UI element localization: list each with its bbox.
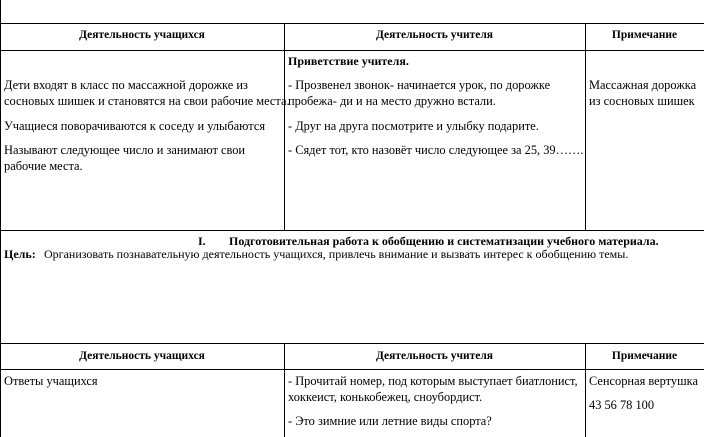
students-text-line: рабочие места.: [4, 159, 83, 173]
rule: [0, 0, 1, 437]
rule: [0, 50, 704, 51]
header-note: Примечание: [611, 29, 678, 41]
header-students-activity: Деятельность учащихся: [79, 350, 205, 362]
section-title: Подготовительная работа к обобщению и систематизации учебного материала.: [229, 234, 659, 248]
teacher-text-line: хоккеист, конькобежец, сноубордист.: [288, 390, 483, 404]
students-text-line: сосновых шишек и становятся на свои рабочие места.: [4, 94, 290, 108]
rule: [0, 23, 704, 24]
teacher-text-line: пробежа- ди и на место дружно встали.: [288, 94, 496, 108]
header-teacher-activity: Деятельность учителя: [375, 350, 494, 362]
header-teacher-activity: Деятельность учителя: [375, 29, 494, 41]
teacher-text-line: - Сядет тот, кто назовёт число следующее за 25, 39…….: [288, 143, 584, 157]
note-text-line: Сенсорная вертушка: [589, 374, 698, 388]
note-text-line: из сосновых шишек: [589, 94, 695, 108]
students-text-line: Называют следующее число и занимают свои: [4, 143, 246, 157]
rule: [284, 23, 285, 230]
rule: [0, 343, 704, 344]
goal-text: Организовать познавательную деятельность учащихся, привлечь внимание и вызвать интерес к обобщению темы.: [44, 247, 629, 261]
teacher-text-line: - Это зимние или летние виды спорта?: [288, 414, 492, 428]
teacher-text-line: - Друг на друга посмотрите и улыбку подарите.: [288, 119, 539, 133]
students-text-line: Дети входят в класс по массажной дорожке из: [4, 78, 248, 92]
rule: [0, 369, 704, 370]
section-number: I.: [198, 234, 206, 248]
note-text-line: Массажная дорожка: [589, 78, 697, 92]
teacher-text-line: - Прозвенел звонок- начинается урок, по дорожке: [288, 78, 551, 92]
header-students-activity: Деятельность учащихся: [79, 29, 205, 41]
teacher-greeting-title: Приветствие учителя.: [288, 54, 409, 68]
students-answers: Ответы учащихся: [4, 374, 98, 388]
note-numbers: 43 56 78 100: [589, 398, 655, 412]
students-text-line: Учащиеся поворачиваются к соседу и улыбаются: [4, 119, 266, 133]
goal-label: Цель:: [4, 247, 36, 261]
rule: [0, 230, 704, 231]
header-note: Примечание: [611, 350, 678, 362]
teacher-text-line: - Прочитай номер, под которым выступает биатлонист,: [288, 374, 578, 388]
rule: [585, 23, 586, 230]
